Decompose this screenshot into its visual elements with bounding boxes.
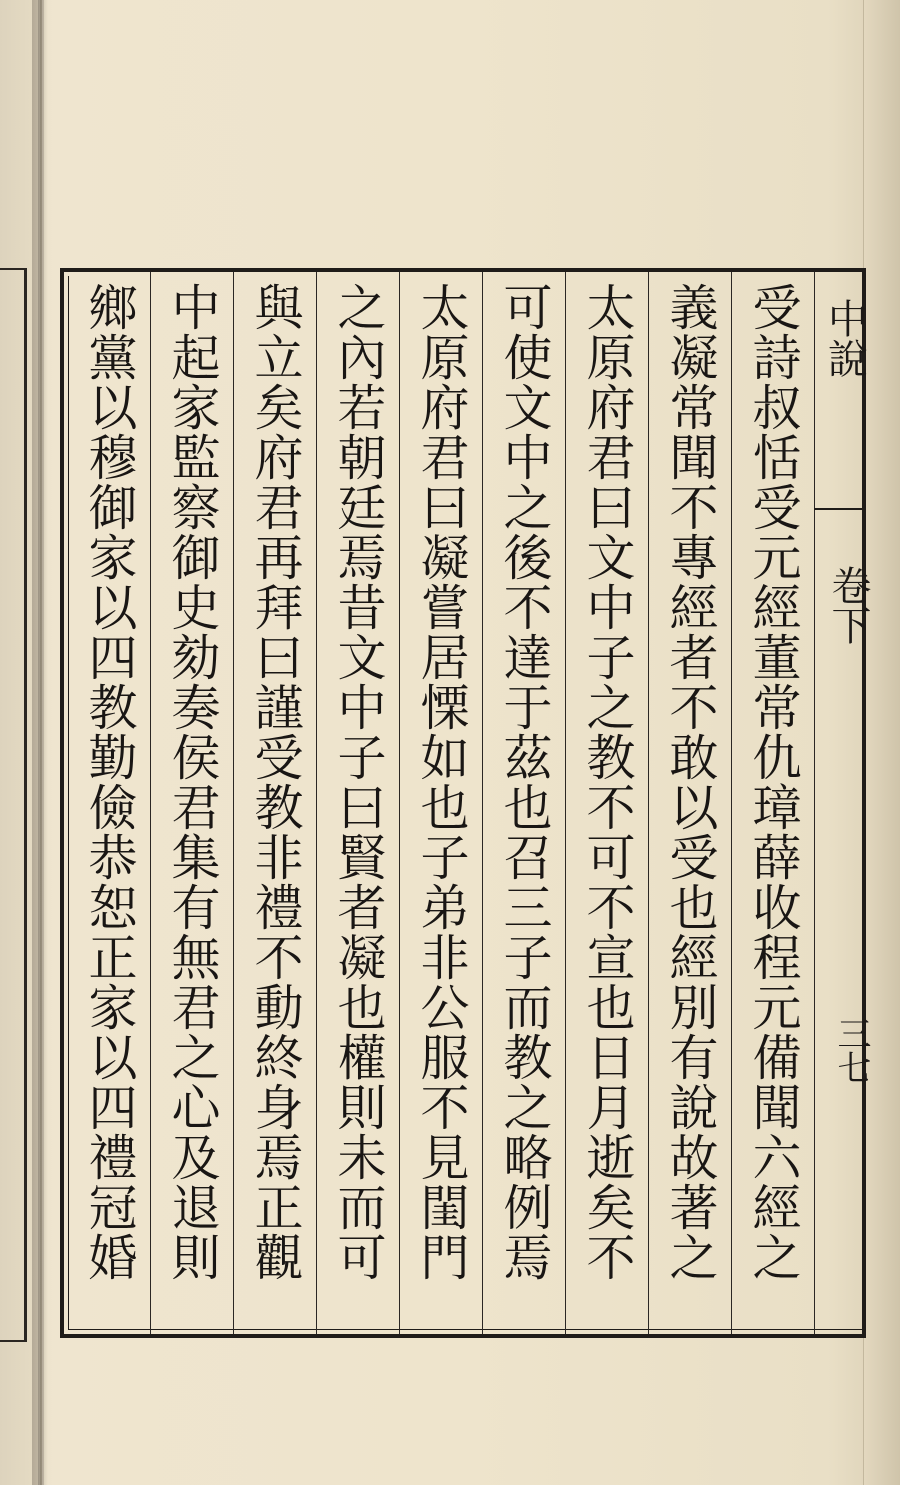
column-rule — [565, 272, 566, 1334]
text-column: 太原府君曰文中子之教不可不宣也日月逝矣不 — [579, 282, 636, 1282]
page-fore-edge — [863, 0, 900, 1485]
text-column: 太原府君曰凝嘗居慄如也子弟非公服不見閨門 — [413, 282, 470, 1282]
text-column: 鄉黨以穆御家以四教勤儉恭恕正家以四禮冠婚 — [81, 282, 138, 1282]
spine-page-number: 三七 — [831, 1016, 871, 1084]
spine-volume: 卷下 — [825, 565, 871, 645]
text-column: 義凝常聞不專經者不敢以受也經別有說故著之 — [662, 282, 719, 1282]
center-spine — [814, 268, 871, 1338]
column-rule — [482, 272, 483, 1334]
text-column: 受詩叔恬受元經董常仇璋薛收程元備聞六經之 — [745, 282, 802, 1282]
spine-title: 中說 — [828, 297, 868, 383]
column-rule — [399, 272, 400, 1334]
column-rule — [731, 272, 732, 1334]
fishtail-mark — [814, 508, 866, 510]
column-rule — [648, 272, 649, 1334]
text-column: 之內若朝廷焉昔文中子曰賢者凝也權則未而可 — [330, 282, 387, 1282]
column-rule — [316, 272, 317, 1334]
column-rule — [150, 272, 151, 1334]
text-column: 中起家監察御史劾奏侯君集有無君之心及退則 — [164, 282, 221, 1282]
binding-shadow — [38, 0, 48, 1485]
text-column: 可使文中之後不達于茲也召三子而教之略例焉 — [496, 282, 553, 1282]
column-rule — [233, 272, 234, 1334]
text-column: 與立矣府君再拜曰謹受教非禮不動終身焉正觀 — [247, 282, 304, 1282]
previous-page-frame — [0, 268, 27, 1342]
